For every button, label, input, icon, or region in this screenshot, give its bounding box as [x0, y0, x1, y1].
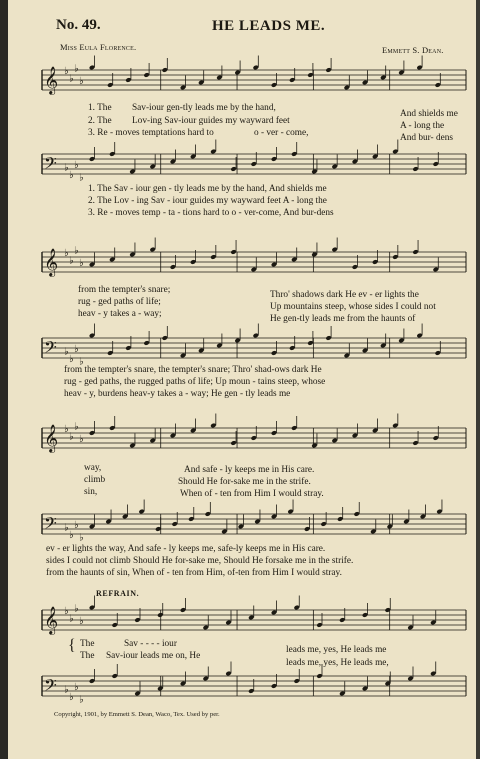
- treble-clef-icon: 𝄞: [44, 66, 59, 94]
- refrain-label: REFRAIN.: [96, 589, 140, 598]
- lyric-line: climb: [84, 475, 106, 485]
- lyric-line: 3. Re - moves temptations hard to: [88, 128, 214, 138]
- bass-clef-icon: 𝄢: [44, 675, 57, 699]
- bass-clef-icon: 𝄢: [44, 513, 57, 537]
- treble-clef-icon: 𝄞: [44, 248, 59, 276]
- flat-icon: ♭: [64, 162, 69, 174]
- flat-icon: ♭: [74, 63, 79, 75]
- treble-staff-2: [8, 244, 476, 280]
- lyric-line: Sav-iour leads me on, He: [106, 651, 201, 661]
- lyric-line: 2. The: [88, 116, 112, 126]
- lyric-line: heav - y, burdens heav-y takes a - way; He gen - tly leads me: [64, 389, 291, 399]
- flat-icon: ♭: [69, 692, 74, 703]
- treble-staff-4: [8, 602, 476, 638]
- lyric-line: Thro' shadows dark He ev - er lights the: [270, 290, 419, 300]
- lyric-line: o - ver - come,: [254, 128, 309, 138]
- treble-staff-3: [8, 420, 476, 456]
- flat-icon: ♭: [69, 431, 74, 443]
- flat-icon: ♭: [69, 354, 74, 365]
- treble-staff-1: [8, 62, 476, 98]
- flat-icon: ♭: [74, 603, 79, 615]
- flat-icon: ♭: [74, 245, 79, 257]
- lyric-line: sin,: [84, 487, 98, 497]
- lyric-line: rug - ged paths, the rugged paths of life; Up moun - tains steep, whose: [64, 377, 326, 387]
- lyric-line: 1. The: [88, 103, 112, 113]
- flat-icon: ♭: [64, 66, 69, 77]
- lyric-line: When of - ten from Him I would stray.: [180, 489, 324, 499]
- lyric-line: heav - y takes a - way;: [78, 309, 162, 319]
- flat-icon: ♭: [79, 76, 84, 87]
- flat-icon: ♭: [74, 421, 79, 433]
- flat-icon: ♭: [79, 258, 84, 269]
- lyric-line: ev - er lights the way, And safe - ly keeps me, safe-ly keeps me in His care.: [46, 544, 326, 554]
- composer-credit: Emmett S. Dean.: [382, 45, 444, 55]
- flat-icon: ♭: [74, 344, 79, 355]
- flat-icon: ♭: [79, 356, 84, 368]
- lyric-line: And shields me: [400, 109, 458, 119]
- flat-icon: ♭: [79, 694, 84, 706]
- lyric-line: Sav - - - - iour: [124, 639, 177, 649]
- flat-icon: ♭: [69, 530, 74, 541]
- flat-icon: ♭: [64, 424, 69, 435]
- lyric-line: And safe - ly keeps me in His care.: [184, 465, 315, 475]
- treble-clef-icon: 𝄞: [44, 424, 59, 452]
- hymn-title: HE LEADS ME.: [212, 18, 326, 34]
- bass-staff-4: [8, 668, 476, 704]
- flat-icon: ♭: [69, 170, 74, 181]
- hymn-page: [8, 0, 476, 759]
- lyric-line: The: [80, 651, 95, 661]
- flat-icon: ♭: [64, 248, 69, 259]
- flat-icon: ♭: [69, 73, 74, 85]
- lyric-line: way,: [84, 463, 102, 473]
- lyric-line: Sav-iour gen-tly leads me by the hand,: [132, 103, 276, 113]
- flat-icon: ♭: [79, 172, 84, 184]
- bass-clef-icon: 𝄢: [44, 153, 57, 177]
- lyric-line: from the tempter's snare;: [78, 285, 171, 295]
- lyric-line: He gen-tly leads me from the haunts of: [270, 314, 416, 324]
- flat-icon: ♭: [69, 613, 74, 625]
- flat-icon: ♭: [74, 520, 79, 531]
- lyric-line: rug - ged paths of life;: [78, 297, 161, 307]
- lyric-line: sides I could not climb Should He for-sake me, Should He forsake me in the strife.: [46, 556, 354, 566]
- verse-brace: {: [68, 637, 76, 654]
- lyric-line: from the haunts of sin, When of - ten from Him, of-ten from Him I would stray.: [46, 568, 342, 578]
- bass-staff-1: [8, 146, 476, 182]
- flat-icon: ♭: [74, 682, 79, 693]
- copyright-notice: Copyright, 1901, by Emmett S. Dean, Waco, Tex. Used by per.: [54, 711, 220, 718]
- treble-clef-icon: 𝄞: [44, 606, 59, 634]
- flat-icon: ♭: [69, 255, 74, 267]
- bass-staff-2: [8, 330, 476, 366]
- lyric-line: leads me, yes, He leads me,: [286, 658, 389, 668]
- flat-icon: ♭: [64, 684, 69, 696]
- lyric-line: from the tempter's snare, the tempter's snare; Thro' shad-ows dark He: [64, 365, 322, 375]
- lyric-line: The: [80, 639, 95, 649]
- lyric-line: 1. The Sav - iour gen - tly leads me by the hand, And shields me: [88, 184, 327, 194]
- flat-icon: ♭: [79, 532, 84, 544]
- lyric-line: Up mountains steep, whose sides I could not: [270, 302, 436, 312]
- flat-icon: ♭: [74, 160, 79, 171]
- lyric-line: Should He for-sake me in the strife.: [178, 477, 311, 487]
- flat-icon: ♭: [79, 616, 84, 627]
- bass-staff-3: [8, 506, 476, 542]
- lyric-line: 2. The Lov - ing Sav - iour guides my wayward feet A - long the: [88, 196, 327, 206]
- lyric-line: 3. Re - moves temp - ta - tions hard to o - ver-come, And bur-dens: [88, 208, 334, 218]
- hymn-number: No. 49.: [56, 17, 101, 33]
- book-gutter: [0, 0, 8, 759]
- flat-icon: ♭: [79, 434, 84, 445]
- bass-clef-icon: 𝄢: [44, 337, 57, 361]
- lyric-line: And bur- dens: [400, 133, 454, 143]
- lyricist-credit: Miss Eula Florence.: [60, 42, 137, 52]
- lyric-line: leads me, yes, He leads me: [286, 645, 387, 655]
- flat-icon: ♭: [64, 522, 69, 534]
- lyric-line: A - long the: [400, 121, 445, 131]
- flat-icon: ♭: [64, 346, 69, 358]
- flat-icon: ♭: [64, 606, 69, 617]
- lyric-line: Lov-ing Sav-iour guides my wayward feet: [132, 116, 290, 126]
